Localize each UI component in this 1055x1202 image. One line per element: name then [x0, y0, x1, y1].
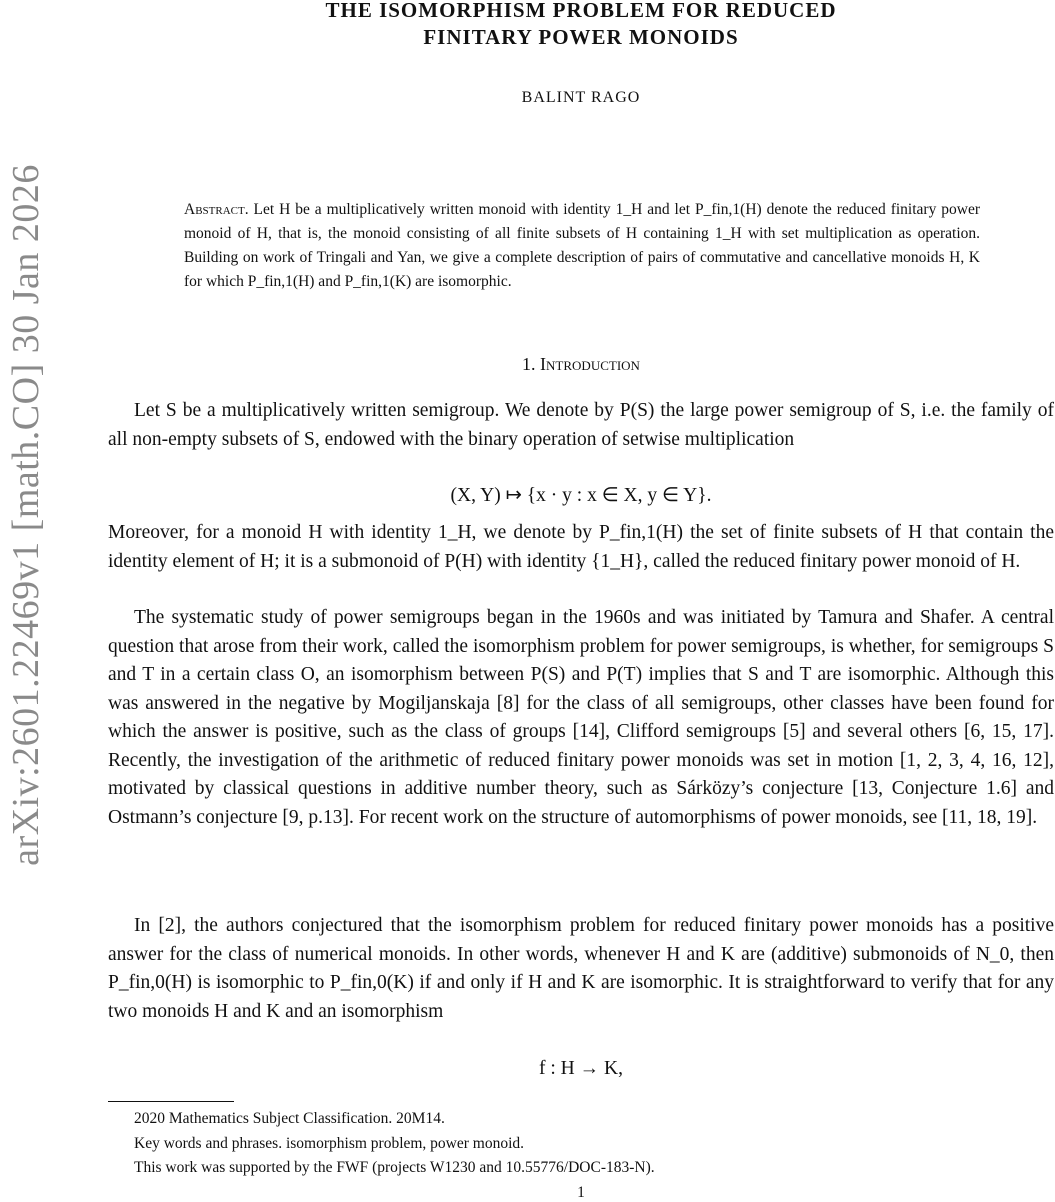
title-line-2: FINITARY POWER MONOIDS [423, 25, 739, 49]
arxiv-sidebar [4, 120, 48, 910]
arxiv-identifier[interactable]: arXiv:2601.22469v1 [math.CO] 30 Jan 2026 [5, 164, 47, 866]
paragraph-2: Moreover, for a monoid H with identity 1_H, we denote by P_fin,1(H) the set of finite subsets of H that contain the identity element of H; it is a submonoid of P(H) with identity {1_H}, called the reduced finitary power monoid of H. [108, 522, 1054, 572]
paragraph-4: In [2], the authors conjectured that the isomorphism problem for reduced finitary power monoids has a positive answer for the class of numerical monoids. In other words, whenever H and K are (additive) submonoids of N_0, then P_fin,0(H) is isomorphic to P_fin,0(K) if and only if H and K are isomorphic. It is straightforward to verify that for any two monoids H and K and an isomorphism [108, 915, 1054, 1022]
section-title: Introduction [540, 354, 640, 374]
abstract [184, 198, 980, 294]
footnote-divider [108, 1101, 234, 1102]
paragraph-3: The systematic study of power semigroups began in the 1960s and was initiated by Tamura and Shafer. A central question that arose from their work, called the isomorphism problem for power semigroups, is whether, for semigroups S and T in a certain class O, an isomorphism between P(S) and P(T) implies that S and T are isomorphic. Although this was answered in the negative by Mogiljanskaja [8] for the class of all semigroups, other classes have been found for which the answer is positive, such as the class of groups [14], Clifford semigroups [5] and several others [6, 15, 17]. Recently, the investigation of the arithmetic of reduced finitary power monoids was set in motion [1, 2, 3, 4, 16, 12], motivated by classical questions in additive number theory, such as Sárközy’s conjecture [13, Conjecture 1.6] and Ostmann’s conjecture [9, p.13]. For recent work on the structure of automorphisms of power monoids, see [11, 18, 19]. [108, 607, 1054, 828]
footnote-msc: 2020 Mathematics Subject Classification. 20M14. [134, 1110, 445, 1127]
paragraph-1: Let S be a multiplicatively written semigroup. We denote by P(S) the large power semigroup of S, i.e. the family of all non-empty subsets of S, endowed with the binary operation of setwise multiplication [108, 400, 1054, 450]
section-number: 1. [522, 354, 536, 374]
footnote-keywords: Key words and phrases. isomorphism problem, power monoid. [134, 1135, 525, 1152]
section-heading [108, 354, 1054, 375]
footnote-funding: This work was supported by the FWF (projects W1230 and 10.55776/DOC-183-N). [134, 1159, 655, 1176]
equation-setwise-product: (X, Y) ↦ {x · y : x ∈ X, y ∈ Y}. [450, 485, 712, 506]
abstract-label: Abstract. [184, 201, 249, 218]
title-line-1: THE ISOMORPHISM PROBLEM FOR REDUCED [325, 0, 837, 22]
paper-title [108, 0, 1054, 51]
page-number: 1 [577, 1184, 585, 1201]
equation-isomorphism: f : H → K, [539, 1058, 623, 1079]
author-name: BALINT RAGO [521, 89, 641, 106]
abstract-text: Let H be a multiplicatively written monoid with identity 1_H and let P_fin,1(H) denote the reduced finitary power monoid of H, that is, the monoid consisting of all finite subsets of H containing 1_H with set multiplication as operation. Building on work of Tringali and Yan, we give a complete description of pairs of commutative and cancellative monoids H, K for which P_fin,1(H) and P_fin,1(K) are isomorphic. [184, 201, 981, 290]
